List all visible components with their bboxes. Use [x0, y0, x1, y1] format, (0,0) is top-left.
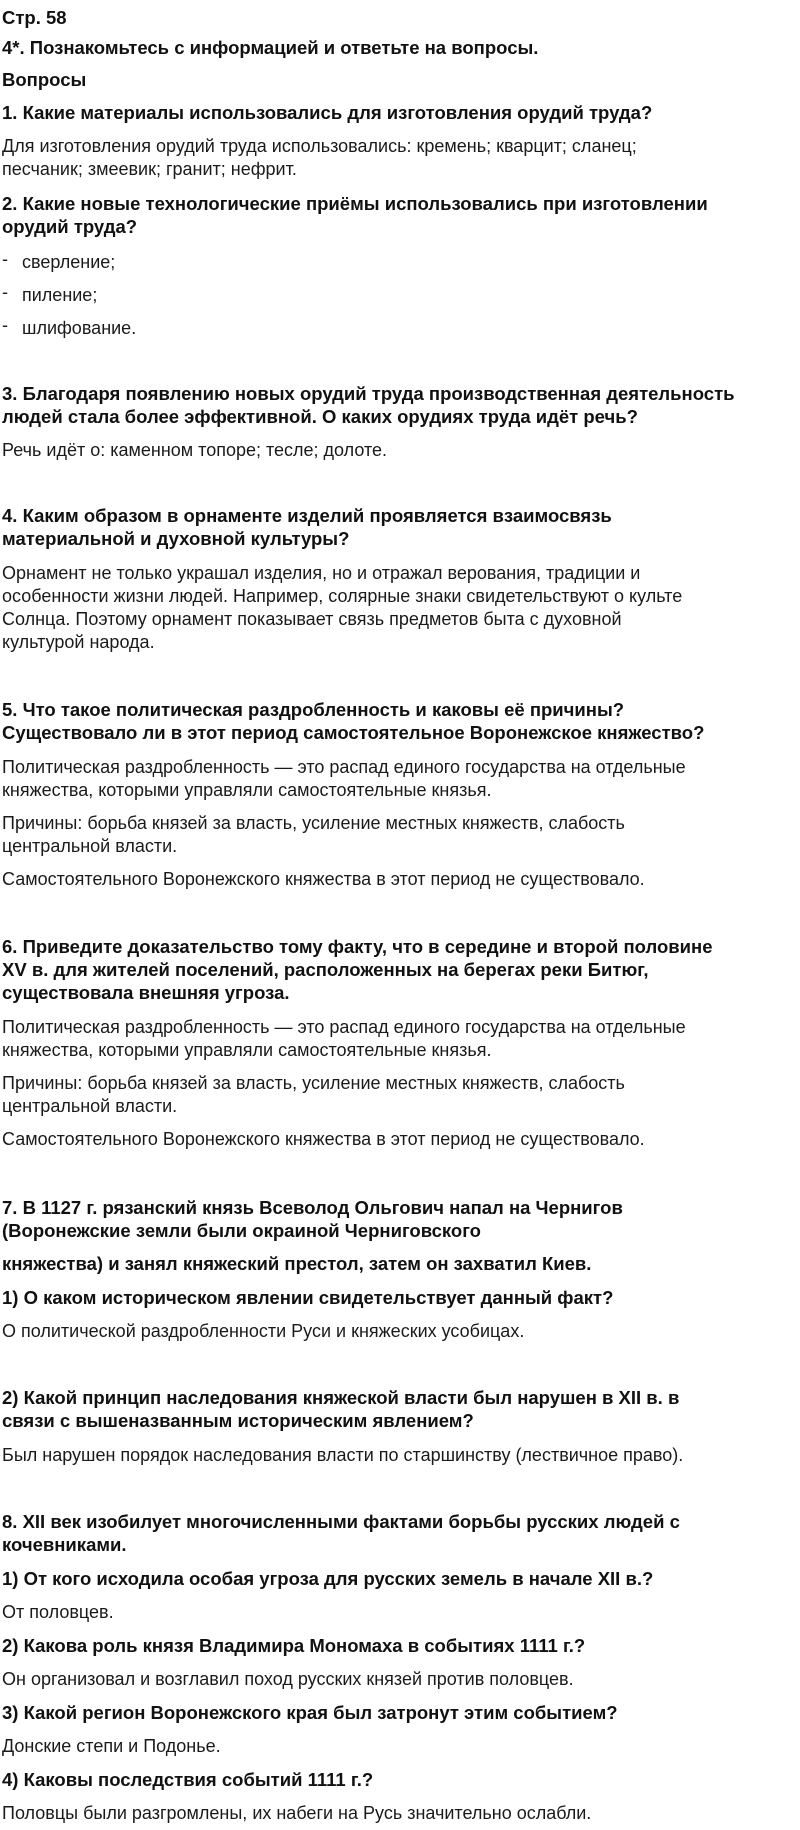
question-7-sub-1: 1) О каком историческом явлении свидетельствует данный факт?	[2, 1287, 614, 1308]
answer-8-sub-3: Донские степи и Подонье.	[2, 1736, 221, 1756]
question-4-line-1: 4. Каким образом в орнаменте изделий проявляется взаимосвязь	[2, 505, 612, 526]
answer-7-sub-1: О политической раздробленности Руси и княжеских усобицах.	[2, 1321, 525, 1341]
answer-7-sub-2: Был нарушен порядок наследования власти по старшинству (лествичное право).	[2, 1445, 684, 1465]
question-5-line-1: 5. Что такое политическая раздробленность и каковы её причины?	[2, 699, 625, 720]
question-6-line-1: 6. Приведите доказательство тому факту, что в середине и второй половине	[2, 936, 713, 957]
question-5-line-2: Существовало ли в этот период самостоятельное Воронежское княжество?	[2, 722, 705, 743]
question-2-line-1: 2. Какие новые технологические приёмы использовались при изготовлении	[2, 193, 708, 214]
list-item	[2, 248, 115, 274]
question-1: 1. Какие материалы использовались для изготовления орудий труда?	[2, 102, 653, 123]
answer-6-p1-line-2: княжества, которыми управляли самостоятельные князья.	[2, 1040, 492, 1060]
question-7-intro-line-3: княжества) и занял княжеский престол, затем он захватил Киев.	[2, 1253, 592, 1274]
list-item-text: пиление;	[22, 285, 98, 305]
question-8-sub-1: 1) От кого исходила особая угроза для русских земель в начале XII в.?	[2, 1568, 654, 1589]
list-item-text: сверление;	[22, 252, 116, 272]
list-dash: -	[2, 249, 8, 269]
question-8-sub-4: 4) Каковы последствия событий 1111 г.?	[2, 1769, 374, 1790]
question-8-sub-2: 2) Какова роль князя Владимира Мономаха в событиях 1111 г.?	[2, 1635, 586, 1656]
list-item	[2, 314, 136, 340]
question-6-line-2: XV в. для жителей поселений, расположенных на берегах реки Битюг,	[2, 959, 649, 980]
answer-1-line-1: Для изготовления орудий труда использовались: кремень; кварцит; сланец;	[2, 136, 637, 156]
question-7-sub-2-line-2: связи с вышеназванным историческим явлением?	[2, 1410, 474, 1431]
question-3-line-1: 3. Благодаря появлению новых орудий труда производственная деятельность	[2, 383, 735, 404]
page-number: Стр. 58	[2, 7, 67, 28]
answer-4-line-4: культурой народа.	[2, 632, 155, 652]
list-item	[2, 281, 97, 307]
list-dash: -	[2, 315, 8, 335]
question-7-intro-line-1: 7. В 1127 г. рязанский князь Всеволод Ольгович напал на Чернигов	[2, 1197, 623, 1218]
question-8-intro-line-2: кочевниками.	[2, 1534, 127, 1555]
list-dash: -	[2, 282, 8, 302]
list-item-text: шлифование.	[22, 318, 137, 338]
answer-5-p3: Самостоятельного Воронежского княжества в этот период не существовало.	[2, 869, 645, 889]
answer-1-line-2: песчаник; змеевик; гранит; нефрит.	[2, 159, 297, 179]
answer-8-sub-1: От половцев.	[2, 1602, 114, 1622]
answer-4-line-1: Орнамент не только украшал изделия, но и отражал верования, традиции и	[2, 563, 641, 583]
question-7-sub-2-line-1: 2) Какой принцип наследования княжеской власти был нарушен в XII в. в	[2, 1387, 680, 1408]
answer-8-sub-2: Он организовал и возглавил поход русских князей против половцев.	[2, 1669, 574, 1689]
answer-6-p3: Самостоятельного Воронежского княжества в этот период не существовало.	[2, 1129, 645, 1149]
question-4-line-2: материальной и духовной культуры?	[2, 528, 350, 549]
task-title: 4*. Познакомьтесь с информацией и ответьте на вопросы.	[2, 37, 539, 58]
answer-6-p1-line-1: Политическая раздробленность — это распад единого государства на отдельные	[2, 1017, 686, 1037]
question-8-intro-line-1: 8. XII век изобилует многочисленными фактами борьбы русских людей с	[2, 1511, 680, 1532]
question-2-line-2: орудий труда?	[2, 216, 138, 237]
answer-8-sub-4: Половцы были разгромлены, их набеги на Русь значительно ослабли.	[2, 1803, 592, 1823]
answer-5-p2-line-2: центральной власти.	[2, 836, 178, 856]
question-3-line-2: людей стала более эффективной. О каких орудиях труда идёт речь?	[2, 406, 638, 427]
answer-5-p1-line-1: Политическая раздробленность — это распад единого государства на отдельные	[2, 757, 686, 777]
answer-5-p2-line-1: Причины: борьба князей за власть, усиление местных княжеств, слабость	[2, 813, 625, 833]
section-title: Вопросы	[2, 69, 87, 90]
answer-3: Речь идёт о: каменном топоре; тесле; долоте.	[2, 440, 388, 460]
answer-4-line-2: особенности жизни людей. Например, солярные знаки свидетельствуют о культе	[2, 586, 683, 606]
question-8-sub-3: 3) Какой регион Воронежского края был затронут этим событием?	[2, 1702, 618, 1723]
answer-4-line-3: Солнца. Поэтому орнамент показывает связь предметов быта с духовной	[2, 609, 622, 629]
question-6-line-3: существовала внешняя угроза.	[2, 982, 290, 1003]
answer-5-p1-line-2: княжества, которыми управляли самостоятельные князья.	[2, 780, 492, 800]
answer-6-p2-line-2: центральной власти.	[2, 1096, 178, 1116]
question-7-intro-line-2: (Воронежские земли были окраиной Черниговского	[2, 1220, 481, 1241]
answer-6-p2-line-1: Причины: борьба князей за власть, усиление местных княжеств, слабость	[2, 1073, 625, 1093]
